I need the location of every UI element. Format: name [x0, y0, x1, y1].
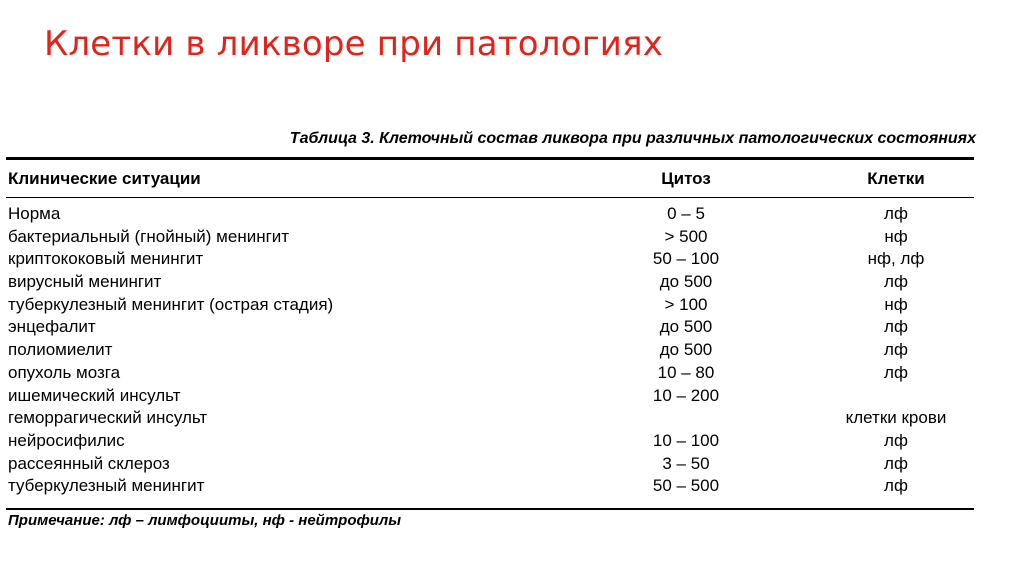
- table-row: [6, 294, 974, 317]
- cell-cytosis: > 500: [664, 226, 708, 246]
- cell-cytosis: 3 – 50: [662, 453, 710, 473]
- cell-cells: лф: [884, 317, 908, 337]
- cell-situation: энцефалит: [8, 317, 96, 337]
- cell-situation: нейросифилис: [8, 430, 125, 450]
- table-caption: Таблица 3. Клеточный состав ликвора при различных патологических состояниях: [289, 130, 976, 147]
- table-row: [6, 203, 974, 226]
- cell-cytosis: до 500: [659, 317, 713, 337]
- cell-cells: нф: [884, 226, 908, 246]
- cell-situation: полиомиелит: [8, 340, 113, 360]
- cell-cells: нф: [884, 294, 908, 314]
- table-header-row: [6, 169, 974, 191]
- header-clinical-situations: Клинические ситуации: [8, 169, 201, 188]
- cell-cytosis: до 500: [659, 272, 713, 292]
- cell-cytosis: 50 – 100: [652, 249, 720, 269]
- cell-cells: лф: [884, 204, 908, 223]
- header-cytosis: Цитоз: [661, 169, 711, 188]
- cell-cells: лф: [884, 476, 908, 496]
- table-body: [6, 203, 974, 498]
- cell-cytosis: до 500: [659, 340, 713, 360]
- slide-title: Клетки в ликворе при патологиях: [44, 24, 664, 64]
- table-row: [6, 316, 974, 339]
- cell-situation: криптококовый менингит: [8, 249, 204, 269]
- cell-situation: Норма: [8, 204, 61, 223]
- cell-cytosis: > 100: [664, 294, 708, 314]
- cell-cells: лф: [884, 362, 908, 382]
- table-row: [6, 430, 974, 453]
- table-row: [6, 453, 974, 476]
- cell-situation: рассеянный склероз: [8, 453, 170, 473]
- table-row: [6, 248, 974, 271]
- table-row: [6, 362, 974, 385]
- table-top-rule: [6, 157, 974, 160]
- cell-cells: лф: [884, 430, 908, 450]
- table-row: [6, 339, 974, 362]
- cell-cytosis: 10 – 80: [657, 362, 715, 382]
- table-row: [6, 475, 974, 498]
- table-row: [6, 226, 974, 249]
- cell-cells: лф: [884, 272, 908, 292]
- cell-cells: лф: [884, 340, 908, 360]
- cell-cells: клетки крови: [845, 408, 947, 428]
- cell-situation: вирусный менингит: [8, 272, 162, 292]
- cell-situation: ишемический инсульт: [8, 385, 181, 405]
- cell-situation: туберкулезный менингит: [8, 476, 205, 496]
- table-bottom-rule: [6, 508, 974, 510]
- table-row: [6, 385, 974, 408]
- table-note: Примечание: лф – лимфоцииты, нф - нейтрофилы: [8, 512, 402, 529]
- cell-cytosis: 50 – 500: [652, 476, 720, 496]
- table-row: [6, 271, 974, 294]
- cell-cytosis: 0 – 5: [667, 204, 705, 223]
- header-cells: Клетки: [867, 169, 925, 188]
- table-header-rule: [6, 197, 974, 198]
- cell-situation: геморрагический инсульт: [8, 408, 208, 428]
- cell-cells: нф, лф: [867, 249, 925, 269]
- cell-situation: туберкулезный менингит (острая стадия): [8, 294, 334, 314]
- cell-situation: бактериальный (гнойный) менингит: [8, 226, 290, 246]
- cell-cells: лф: [884, 453, 908, 473]
- table-row: [6, 407, 974, 430]
- cell-situation: опухоль мозга: [8, 362, 121, 382]
- cell-cytosis: 10 – 100: [652, 430, 720, 450]
- cell-cytosis: 10 – 200: [652, 385, 720, 405]
